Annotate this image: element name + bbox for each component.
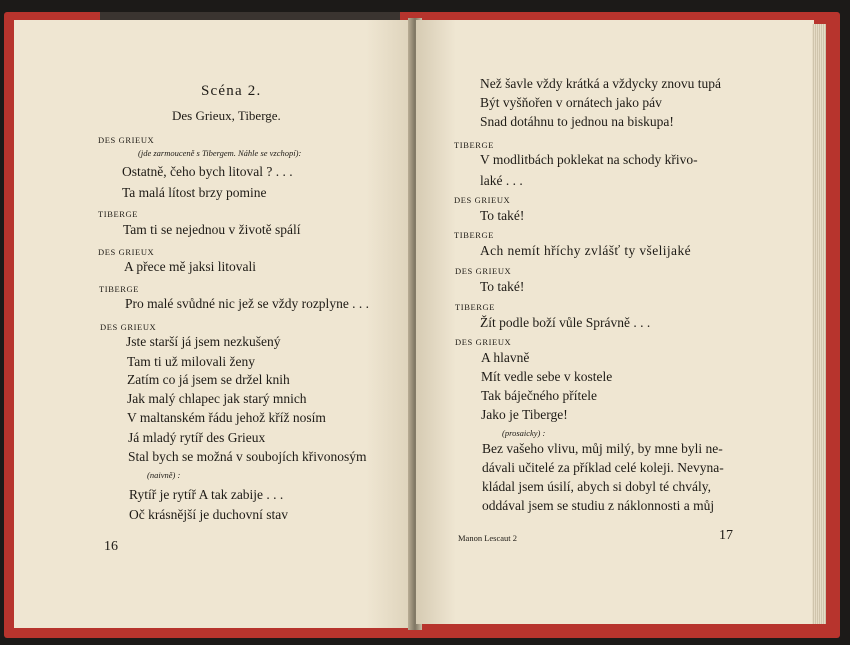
verse-line: V modlitbách poklekat na schody křivo-	[480, 152, 698, 167]
verse-line: Zatím co já jsem se držel knih	[127, 372, 290, 387]
prose-line: dávali učitelé za příklad celé koleji. Nevyna-	[482, 460, 724, 475]
speaker-label: DES GRIEUX	[455, 337, 512, 347]
left-page	[14, 20, 414, 628]
scene-title: Scéna 2.	[201, 83, 262, 99]
verse-line: Jako je Tiberge!	[481, 407, 568, 422]
speaker-label: DES GRIEUX	[98, 135, 155, 145]
verse-line: Tak báječného přítele	[481, 388, 597, 403]
verse-line: To také!	[480, 279, 525, 294]
verse-line: Snad dotáhnu to jednou na biskupa!	[480, 114, 674, 129]
stage-direction: (prosaicky) :	[502, 428, 546, 438]
verse-line: To také!	[480, 208, 525, 223]
right-page	[416, 20, 814, 624]
prose-line: oddával jsem se studiu z náklonnosti a můj	[482, 498, 715, 513]
verse-line: Ta malá lítost brzy pomine	[122, 185, 267, 200]
verse-line: Já mladý rytíř des Grieux	[128, 430, 266, 445]
verse-line: Tam ti už milovali ženy	[127, 354, 256, 369]
verse-line: Mít vedle sebe v kostele	[481, 369, 613, 384]
speaker-label: TIBERGE	[98, 209, 139, 219]
verse-line: Žít podle boží vůle Správně . . .	[480, 315, 651, 330]
page-edges	[812, 24, 826, 624]
speaker-label: TIBERGE	[99, 284, 140, 294]
verse-line: A hlavně	[481, 350, 530, 365]
verse-line: Být vyšňořen v ornátech jako páv	[480, 95, 662, 110]
speaker-label: TIBERGE	[454, 140, 495, 150]
verse-line: Stal bych se možná v soubojích křivonosým	[128, 449, 367, 464]
verse-line: laké . . .	[480, 173, 523, 188]
verse-line: Jak malý chlapec jak starý mnich	[127, 391, 307, 406]
verse-line: Ostatně, čeho bych litoval ? . . .	[122, 164, 293, 179]
verse-line: Jste starší já jsem nezkušený	[126, 334, 281, 349]
stage-direction: (jde zarmouceně s Tibergem. Náhle se vzchopí):	[138, 148, 302, 158]
speaker-label: DES GRIEUX	[100, 322, 157, 332]
verse-line: V maltanském řádu jehož kříž nosím	[127, 410, 326, 425]
page-number: 16	[104, 539, 118, 554]
verse-line: Než šavle vždy krátká a vždycky znovu tupá	[480, 76, 722, 91]
speaker-label: TIBERGE	[455, 302, 496, 312]
verse-line: Ach nemít hříchy zvlášť ty všelijaké	[480, 243, 691, 258]
prose-line: Bez vašeho vlivu, můj milý, by mne byli ne-	[482, 441, 723, 456]
verse-line: Oč krásnější je duchovní stav	[129, 507, 288, 522]
page-number: 17	[719, 528, 733, 543]
speaker-label: DES GRIEUX	[98, 247, 155, 257]
speaker-label: TIBERGE	[454, 230, 495, 240]
stage-direction: (naivně) :	[147, 470, 181, 480]
page-footer: Manon Lescaut 2	[458, 533, 518, 543]
verse-line: Tam ti se nejednou v životě spálí	[123, 222, 301, 237]
speaker-label: DES GRIEUX	[455, 266, 512, 276]
prose-line: kládal jsem úsilí, abych si dobyl té chvály,	[482, 479, 711, 494]
verse-line: Pro malé svůdné nic jež se vždy rozplyne . . .	[125, 296, 370, 311]
scene-characters: Des Grieux, Tiberge.	[172, 108, 281, 123]
verse-line: A přece mě jaksi litovali	[124, 259, 256, 274]
verse-line: Rytíř je rytíř A tak zabije . . .	[129, 487, 284, 502]
speaker-label: DES GRIEUX	[454, 195, 511, 205]
